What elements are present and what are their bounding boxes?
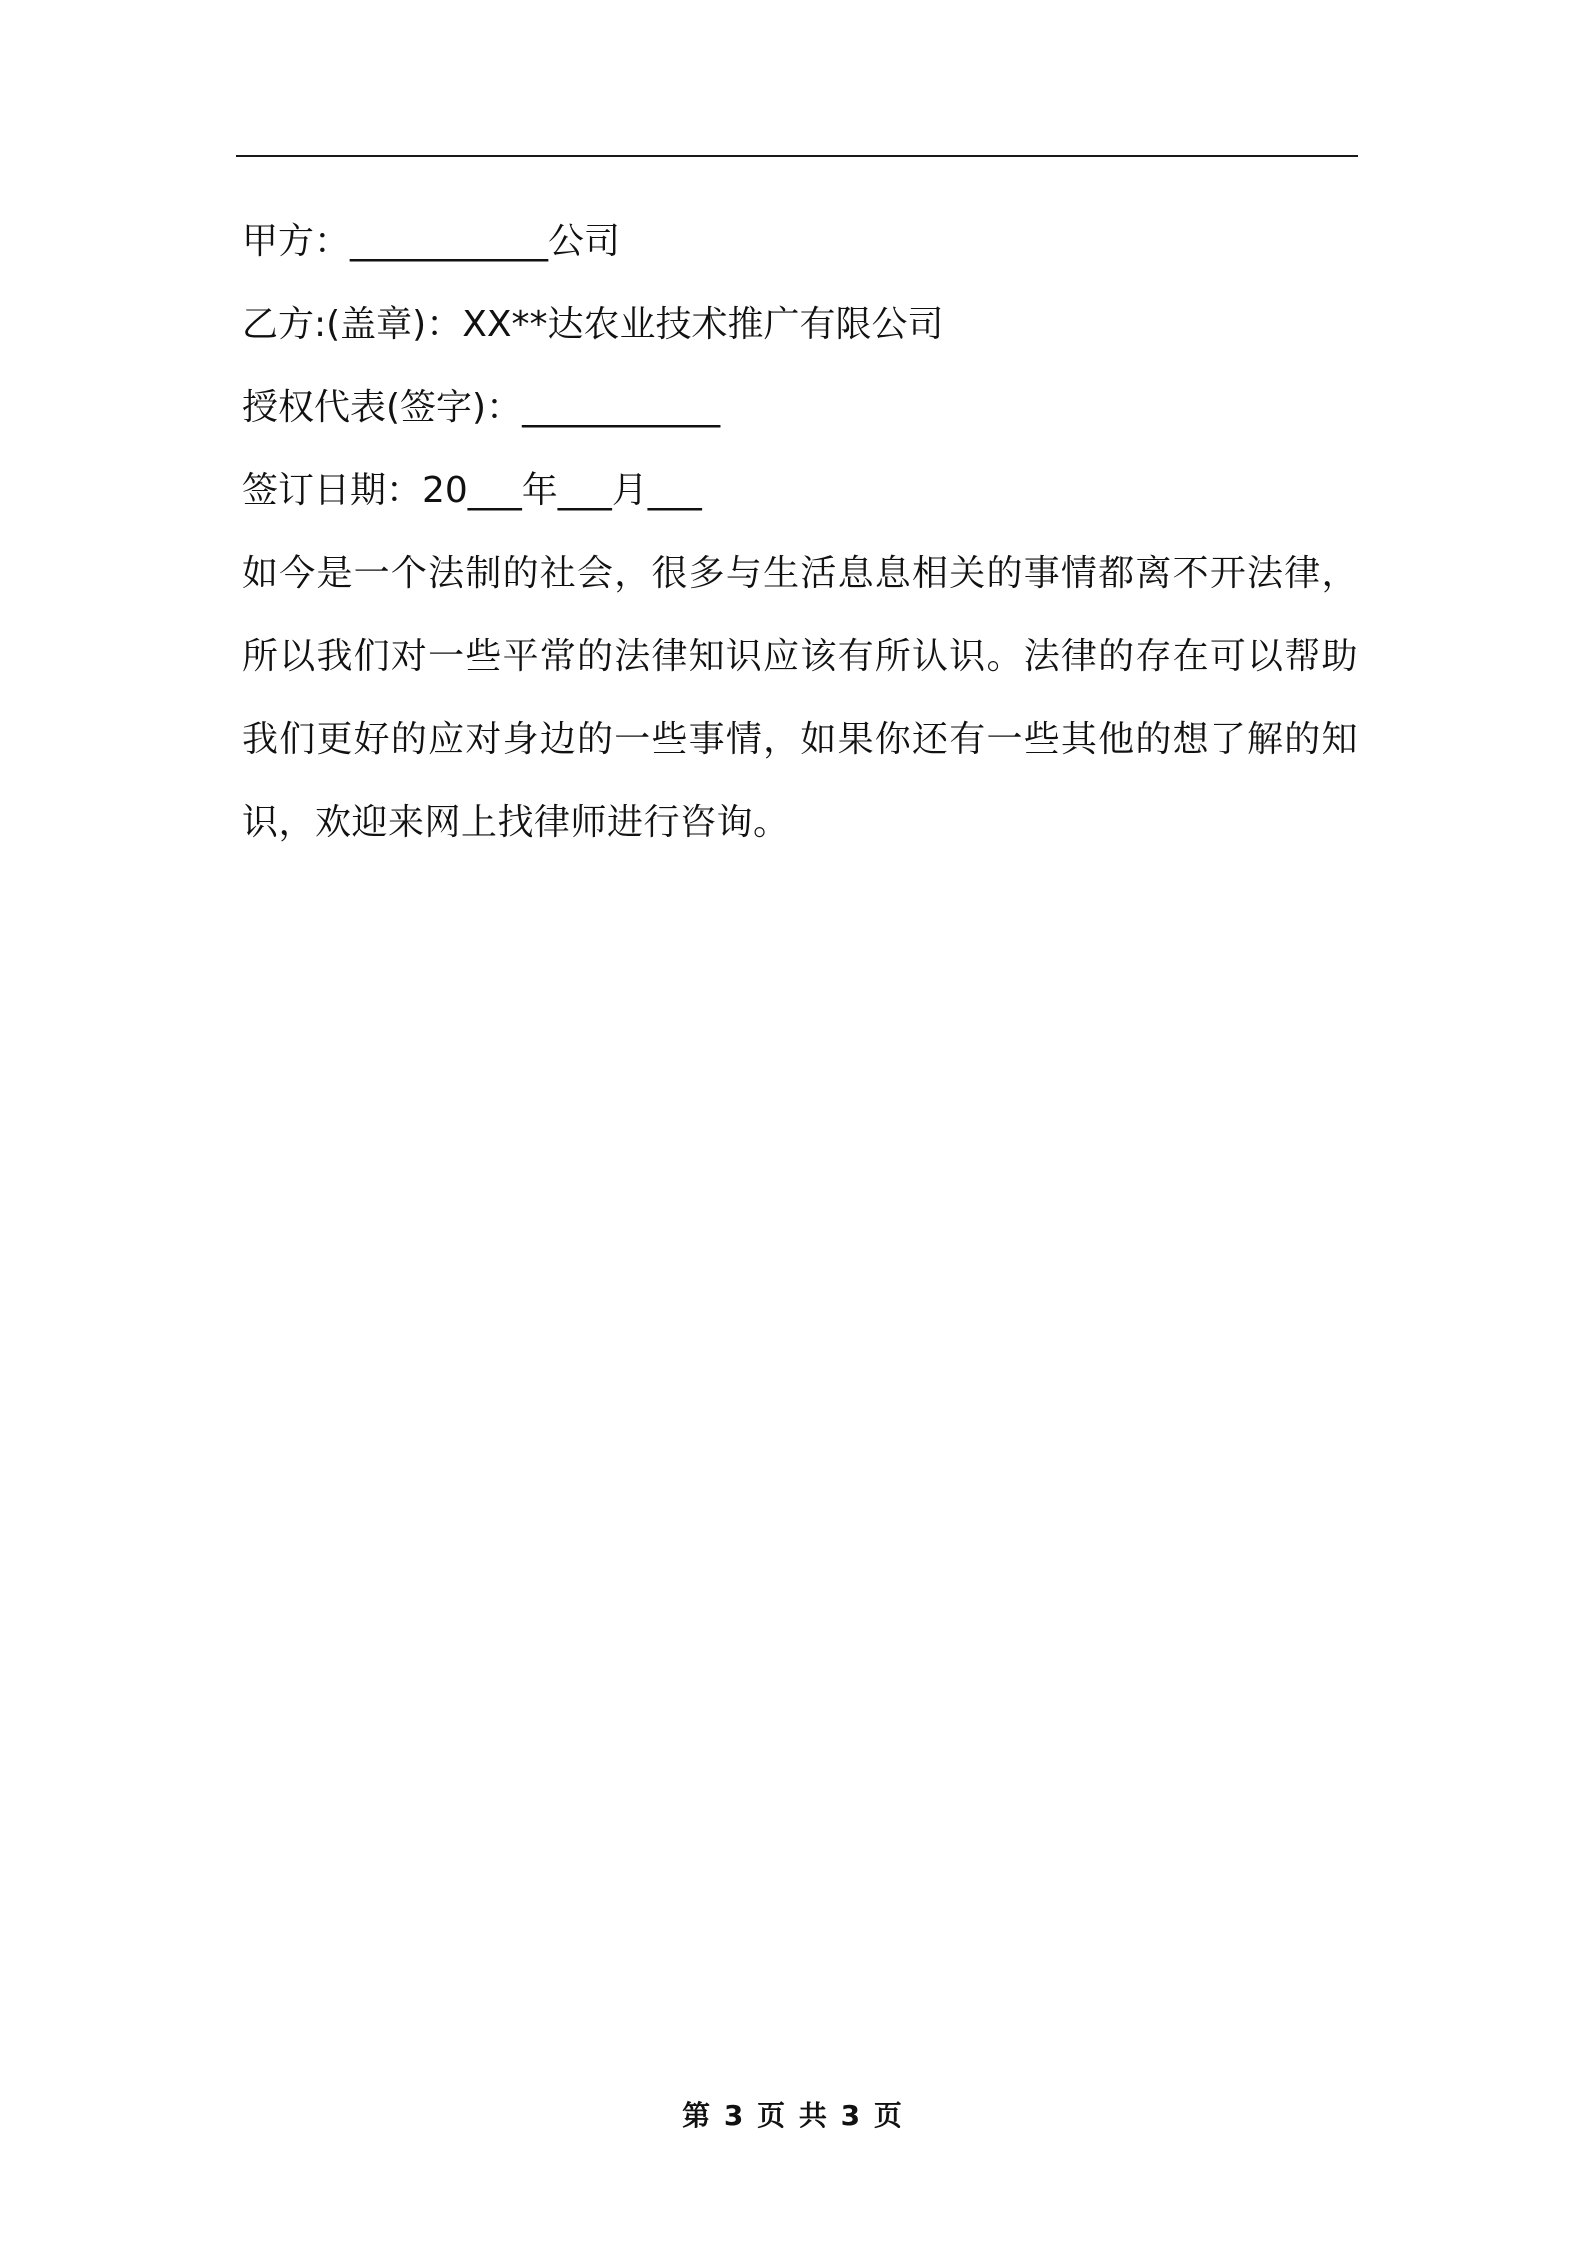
signing-date-line: 签订日期：20___年___月___ bbox=[242, 470, 702, 511]
authorized-rep-line: 授权代表(签字)：___________ bbox=[242, 387, 721, 428]
header-divider bbox=[236, 155, 1358, 157]
document-body bbox=[242, 200, 1358, 864]
party-a-line: 甲方：___________公司 bbox=[242, 221, 621, 262]
party-b-line: 乙方:(盖章)：XX**达农业技术推广有限公司 bbox=[242, 304, 944, 345]
page-number-footer: 第 3 页 共 3 页 bbox=[682, 2099, 904, 2132]
closing-paragraph: 如今是一个法制的社会，很多与生活息息相关的事情都离不开法律，所以我们对一些平常的法律知识应该有所认识。法律的存在可以帮助我们更好的应对身边的一些事情，如果你还有一些其他的想了解的知识，欢迎来网上找律师进行咨询。 bbox=[242, 553, 1358, 843]
